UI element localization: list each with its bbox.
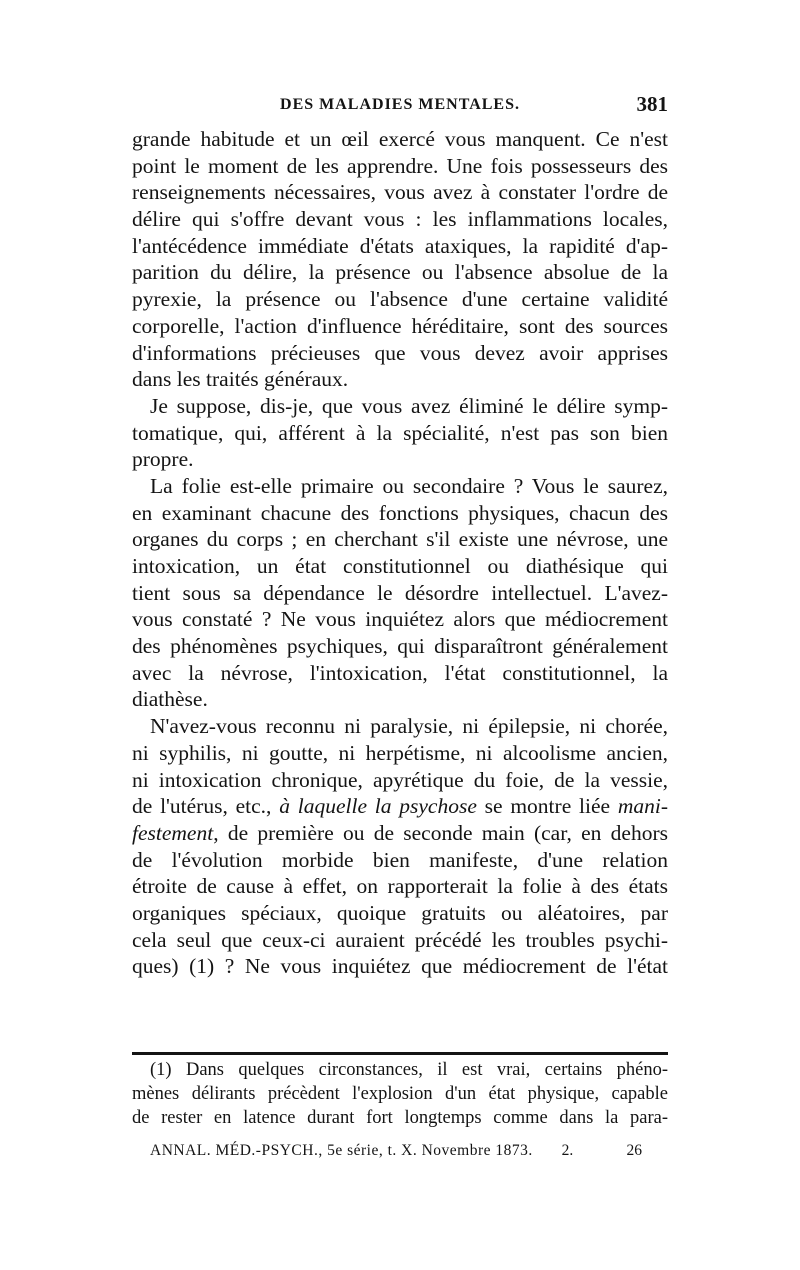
text-line: en examinant chacune des fonctions physiques, chacun des (132, 500, 668, 525)
footnotes (132, 1058, 668, 1130)
text-line: étroite de cause à effet, on rapporterait la folie à des états (132, 874, 668, 899)
italic-fragment: festement (132, 820, 214, 845)
page-header (132, 92, 668, 116)
printer-signature (150, 1142, 642, 1160)
text-line: intoxication, un état constitutionnel ou diathésique qui (132, 554, 668, 578)
footnote-rule (132, 1052, 668, 1055)
text-line: des phénomènes psychiques, qui disparaîtront généralement (132, 634, 668, 659)
text-line: La folie est-elle primaire ou secondaire ? Vous le saurez, (150, 473, 668, 498)
text-fragment: , de première ou de seconde main (car, en dehors (213, 820, 668, 845)
text-line: renseignements nécessaires, vous avez à constater l'ordre de (132, 180, 668, 205)
text-line-with-italics (132, 820, 668, 847)
text-line: tomatique, qui, afférent à la spécialité, n'est pas son bien (132, 420, 668, 445)
text-line: organiques spéciaux, quoique gratuits ou aléatoires, par (132, 900, 668, 925)
text-line: avec la névrose, l'intoxication, l'état constitutionnel, la (132, 660, 668, 685)
text-line: cela seul que ceux-ci auraient précédé les troubles psychi- (132, 927, 668, 952)
text-line: tient sous sa dépendance le désordre intellectuel. L'avez- (132, 580, 668, 605)
text-line: dans les traités généraux. (132, 367, 349, 392)
text-line: délire qui s'offre devant vous : les inflammations locales, (132, 207, 668, 232)
signature-number: 26 (626, 1142, 642, 1159)
text-line: N'avez-vous reconnu ni paralysie, ni épilepsie, ni chorée, (150, 714, 668, 739)
footnote-line: mènes délirants précèdent l'explosion d'un état physique, capable (132, 1084, 668, 1104)
running-title: DES MALADIES MENTALES. (280, 96, 520, 113)
body-text (132, 126, 668, 980)
page-number: 381 (636, 92, 668, 116)
italic-fragment: à laquelle la psychose (279, 794, 477, 819)
footnote-line: de rester en latence durant fort longtemps comme dans la para- (132, 1108, 668, 1128)
footnote-line: (1) Dans quelques circonstances, il est vrai, certains phéno- (150, 1060, 668, 1080)
text-line: organes du corps ; en cherchant s'il existe une névrose, une (132, 527, 668, 552)
text-line: d'informations précieuses que vous devez avoir apprises (132, 340, 668, 365)
text-line: l'antécédence immédiate d'états ataxiques, la rapidité d'ap- (132, 233, 668, 258)
text-line: ni syphilis, ni goutte, ni herpétisme, ni alcoolisme ancien, (132, 740, 668, 765)
text-line: ques) (1) ? Ne vous inquiétez que médiocrement de l'état (132, 954, 668, 979)
text-line: vous constaté ? Ne vous inquiétez alors que médiocrement (132, 607, 668, 632)
text-line: grande habitude et un œil exercé vous manquent. Ce n'est (132, 127, 668, 151)
text-line: pyrexie, la présence ou l'absence d'une certaine validité (132, 287, 668, 312)
text-line: corporelle, l'action d'influence héréditaire, sont des sources (132, 313, 668, 338)
sheet-number: 2. (561, 1142, 574, 1159)
text-fragment: de l'utérus, etc., (132, 794, 280, 819)
text-line-with-italics (132, 793, 668, 820)
text-line: Je suppose, dis-je, que vous avez éliminé le délire symp- (150, 393, 668, 418)
text-line: diathèse. (132, 687, 208, 712)
text-line: propre. (132, 447, 194, 472)
italic-fragment: mani- (617, 794, 668, 819)
text-fragment: se montre liée (476, 794, 618, 819)
text-line: ni intoxication chronique, apyrétique du foie, de la vessie, (132, 767, 668, 792)
text-line: de l'évolution morbide bien manifeste, d'une relation (132, 847, 668, 872)
text-line: point le moment de les apprendre. Une fois possesseurs des (132, 153, 668, 178)
text-line: parition du délire, la présence ou l'absence absolue de la (132, 260, 668, 285)
journal-reference: ANNAL. MÉD.-PSYCH., 5e série, t. X. Novembre 1873. (150, 1142, 533, 1159)
